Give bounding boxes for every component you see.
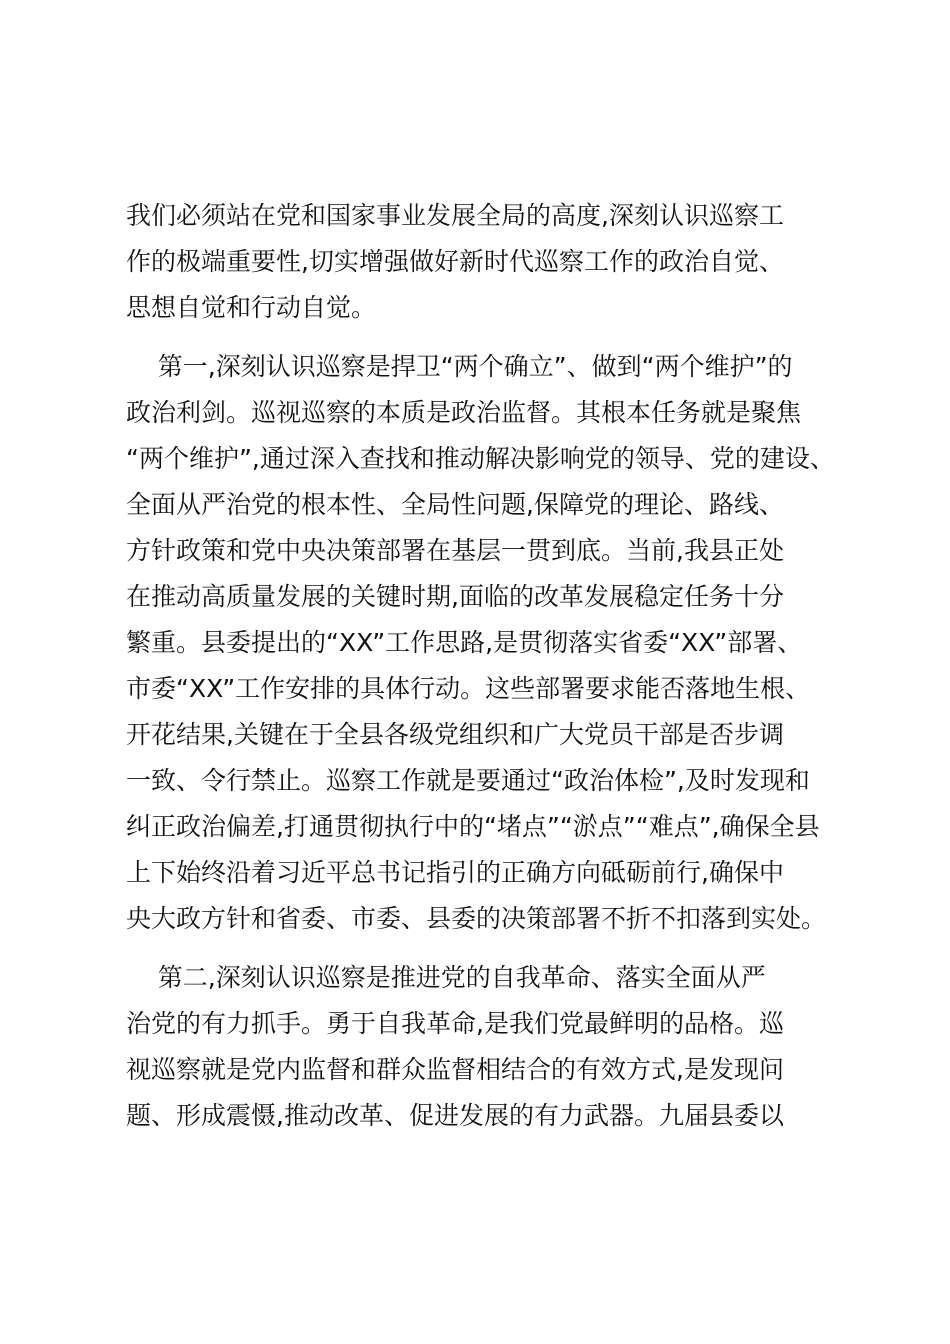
text-line: 央大政方针和省委、市委、县委的决策部署不折不扣落到实处。 xyxy=(126,904,827,933)
paragraph-2 xyxy=(126,344,846,942)
text-line: 上下始终沿着习近平总书记指引的正确方向砥砺前行,确保中 xyxy=(126,858,784,887)
text-line: 全面从严治党的根本性、全局性问题,保障党的理论、路线、 xyxy=(126,490,784,519)
paragraph-1 xyxy=(126,193,846,331)
text-line: 在推动高质量发展的关键时期,面临的改革发展稳定任务十分 xyxy=(126,582,784,611)
text-line: 第二,深刻认识巡察是推进党的自我革命、落实全面从严 xyxy=(126,963,766,992)
text-line: 视巡察就是党内监督和群众监督相结合的有效方式,是发现问 xyxy=(126,1055,784,1084)
text-line: 题、形成震慑,推动改革、促进发展的有力武器。九届县委以 xyxy=(126,1101,784,1130)
text-line: 纠正政治偏差,打通贯彻执行中的“堵点”“淤点”“难点”,确保全县 xyxy=(126,812,820,841)
text-line: 开花结果,关键在于全县各级党组织和广大党员干部是否步调 xyxy=(126,720,784,749)
text-line: 方针政策和党中央决策部署在基层一贯到底。当前,我县正处 xyxy=(126,536,784,565)
text-line: 市委“XX”工作安排的具体行动。这些部署要求能否落地生根、 xyxy=(126,674,811,703)
text-line: 我们必须站在党和国家事业发展全局的高度,深刻认识巡察工 xyxy=(126,201,784,230)
text-line: 作的极端重要性,切实增强做好新时代巡察工作的政治自觉、 xyxy=(126,247,784,276)
text-line: 繁重。县委提出的“XX”工作思路,是贯彻落实省委“XX”部署、 xyxy=(126,628,803,657)
text-line: 治党的有力抓手。勇于自我革命,是我们党最鲜明的品格。巡 xyxy=(126,1009,784,1038)
paragraph-3 xyxy=(126,955,846,1139)
text-line: “两个维护”,通过深入查找和推动解决影响党的领导、党的建设、 xyxy=(126,444,835,473)
text-line: 第一,深刻认识巡察是捍卫“两个确立”、做到“两个维护”的 xyxy=(126,352,793,381)
text-line: 一致、令行禁止。巡察工作就是要通过“政治体检”,及时发现和 xyxy=(126,766,810,795)
text-line: 思想自觉和行动自觉。 xyxy=(126,293,377,322)
text-line: 政治利剑。巡视巡察的本质是政治监督。其根本任务就是聚焦 xyxy=(126,398,802,427)
body-text xyxy=(126,193,846,1152)
